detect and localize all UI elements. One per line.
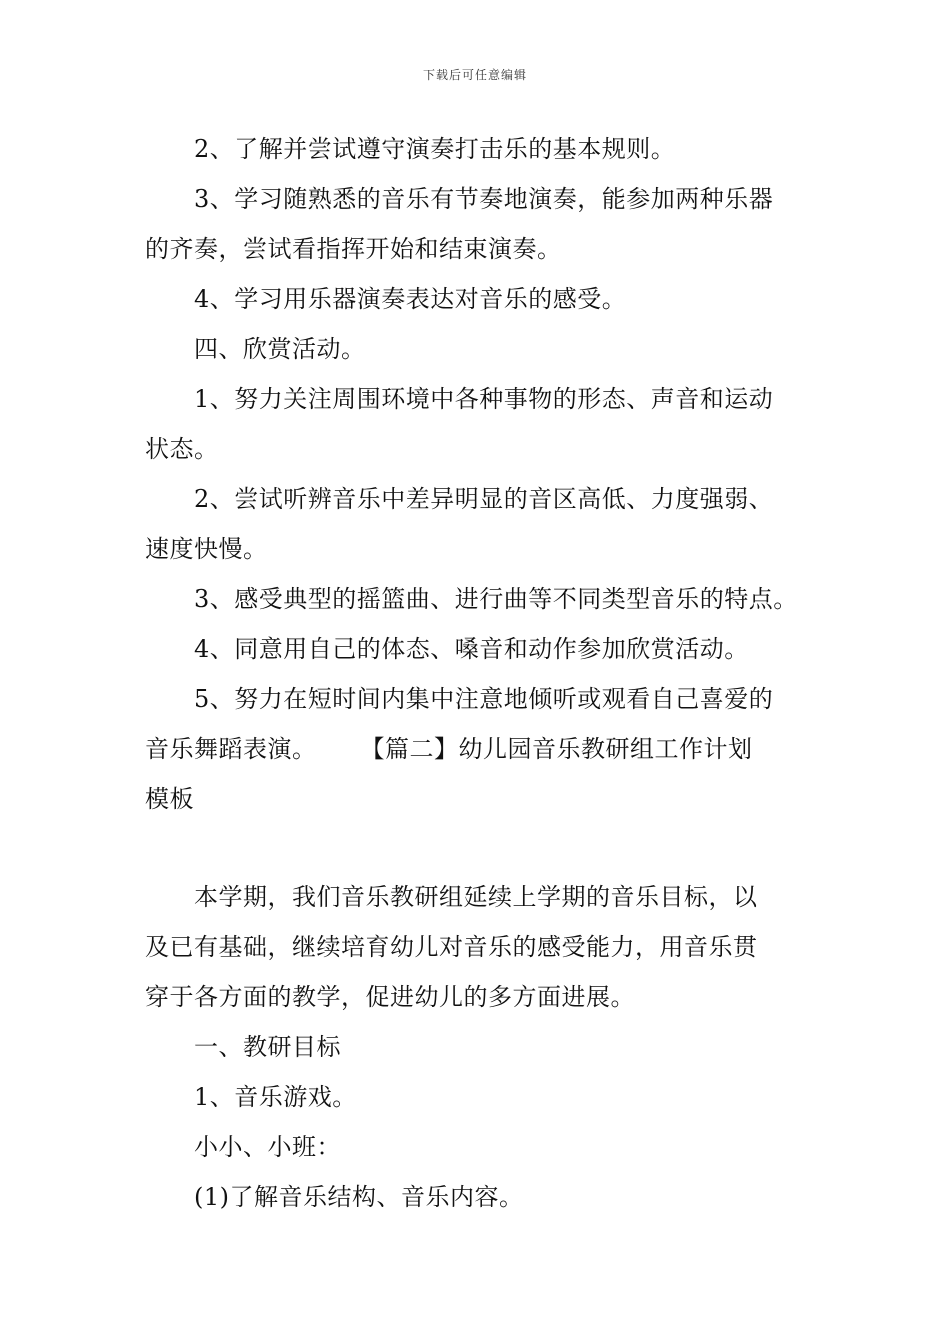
section-heading: 四、欣赏活动。 <box>194 335 366 363</box>
article-title-continued: 模板 <box>145 785 194 813</box>
text-line: 的齐奏，尝试看指挥开始和结束演奏。 <box>145 235 562 263</box>
text-line: 状态。 <box>145 435 219 463</box>
text-line: 3、学习随熟悉的音乐有节奏地演奏，能参加两种乐器 <box>194 185 774 213</box>
text-line: 2、了解并尝试遵守演奏打击乐的基本规则。 <box>194 135 676 163</box>
text-line: 本学期，我们音乐教研组延续上学期的音乐目标，以 <box>194 883 758 911</box>
text-line: 3、感受典型的摇篮曲、进行曲等不同类型音乐的特点。 <box>194 585 798 613</box>
page-header: 下载后可任意编辑 <box>422 68 527 82</box>
text-line: 小小、小班： <box>194 1133 341 1161</box>
text-line-with-title <box>145 733 753 765</box>
article-title: 【篇二】幼儿园音乐教研组工作计划 <box>360 735 753 763</box>
text-line: 4、同意用自己的体态、嗓音和动作参加欣赏活动。 <box>194 635 749 663</box>
text-line: (1)了解音乐结构、音乐内容。 <box>194 1183 524 1211</box>
text-line: 1、努力关注周围环境中各种事物的形态、声音和运动 <box>194 385 774 413</box>
text-line: 穿于各方面的教学，促进幼儿的多方面进展。 <box>145 983 635 1011</box>
text-line: 速度快慢。 <box>145 535 268 563</box>
text-line: 及已有基础，继续培育幼儿对音乐的感受能力，用音乐贯 <box>145 933 758 961</box>
text-line: 2、尝试听辨音乐中差异明显的音区高低、力度强弱、 <box>194 485 774 513</box>
section-heading: 一、教研目标 <box>194 1033 341 1061</box>
text-segment: 音乐舞蹈表演。 <box>145 735 317 763</box>
text-line: 1、音乐游戏。 <box>194 1083 357 1111</box>
text-line: 4、学习用乐器演奏表达对音乐的感受。 <box>194 285 627 313</box>
text-line: 5、努力在短时间内集中注意地倾听或观看自己喜爱的 <box>194 685 774 713</box>
